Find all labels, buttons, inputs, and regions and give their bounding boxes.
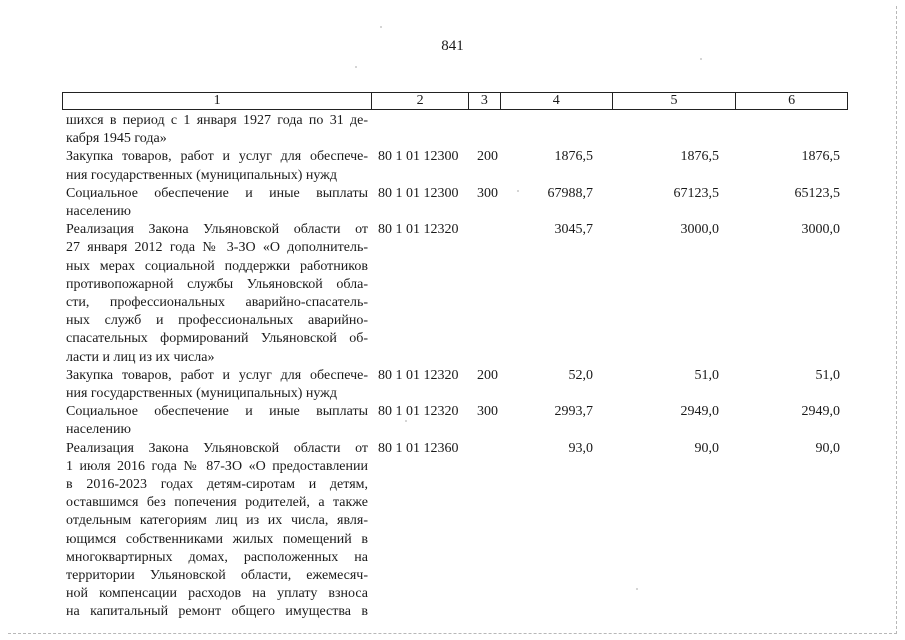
header-col-3: 3 <box>469 93 501 109</box>
table-header-row <box>62 92 848 110</box>
row-value-col5: 3000,0 <box>680 222 719 238</box>
row-expense-type: 200 <box>477 367 498 383</box>
description-line: ния государственных (муниципальных) нужд <box>66 167 337 183</box>
description-line: отдельным категориям лиц из их числа, явля- <box>66 513 368 529</box>
page-edge-right <box>896 6 897 634</box>
description-line: Закупка товаров, работ и услуг для обеспече- <box>66 367 368 383</box>
scan-speck <box>517 190 519 192</box>
header-col-6: 6 <box>788 93 796 108</box>
row-description <box>66 221 372 367</box>
description-line: населению <box>66 204 131 220</box>
table-row <box>66 367 848 403</box>
description-line: населению <box>66 422 131 438</box>
row-code: 80 1 01 12320 <box>378 404 459 420</box>
table-row <box>66 221 848 367</box>
row-description <box>66 440 372 622</box>
row-value-col4: 1876,5 <box>554 149 593 165</box>
scan-speck <box>700 58 702 60</box>
description-line: ных мерах социальной поддержки работников <box>66 258 368 274</box>
row-description <box>66 112 372 148</box>
row-expense-type: 300 <box>477 404 498 420</box>
description-line: ной компенсации расходов на уплату взноса <box>66 586 368 602</box>
description-line: ющимся собственниками жилых помещений в <box>66 531 368 547</box>
header-col-1: 1 <box>63 93 372 109</box>
row-code: 80 1 01 12300 <box>378 185 459 201</box>
table-row <box>66 403 848 439</box>
row-value-col6: 90,0 <box>815 440 840 456</box>
row-value-col5: 2949,0 <box>680 404 719 420</box>
row-value-col4: 2993,7 <box>554 404 593 420</box>
row-value-col5: 51,0 <box>694 367 719 383</box>
description-line: шихся в период с 1 января 1927 года по 31 де- <box>66 113 368 128</box>
row-description <box>66 185 372 221</box>
page-edge-bottom <box>8 633 897 634</box>
description-line: Социальное обеспечение и иные выплаты <box>66 404 368 420</box>
row-value-col6: 1876,5 <box>801 149 840 165</box>
row-description <box>66 148 372 184</box>
description-line: Реализация Закона Ульяновской области от <box>66 222 368 238</box>
description-line: ласти и лиц из их числа» <box>66 349 215 365</box>
scan-speck <box>355 66 357 68</box>
description-line: ния государственных (муниципальных) нужд <box>66 386 337 402</box>
row-code: 80 1 01 12360 <box>378 440 459 456</box>
row-value-col4: 67988,7 <box>547 185 593 201</box>
description-line: кабря 1945 года» <box>66 131 167 147</box>
row-value-col6: 51,0 <box>815 367 840 383</box>
row-value-col4: 52,0 <box>568 367 593 383</box>
description-line: территории Ульяновской области, ежемесяч- <box>66 568 368 584</box>
table-row <box>66 148 848 184</box>
description-line: спасательных формирований Ульяновской об- <box>66 331 368 347</box>
table-row <box>66 185 848 221</box>
scan-speck <box>380 26 382 28</box>
description-line: 27 января 2012 года № 3-ЗО «О дополнитель- <box>66 240 368 256</box>
table-row <box>66 440 848 622</box>
description-line: Реализация Закона Ульяновской области от <box>66 440 368 456</box>
row-value-col6: 3000,0 <box>801 222 840 238</box>
description-line: противопожарной службы Ульяновской обла- <box>66 276 368 292</box>
row-value-col4: 3045,7 <box>554 222 593 238</box>
row-value-col6: 65123,5 <box>794 185 840 201</box>
description-line: на капитальный ремонт общего имущества в <box>66 604 368 620</box>
row-code: 80 1 01 12300 <box>378 149 459 165</box>
description-line: многоквартирных домах, расположенных на <box>66 549 368 565</box>
header-col-2: 2 <box>372 93 469 109</box>
row-description <box>66 367 372 403</box>
row-code: 80 1 01 12320 <box>378 222 459 238</box>
page-number: 841 <box>441 38 464 54</box>
row-value-col6: 2949,0 <box>801 404 840 420</box>
scan-speck <box>405 420 407 422</box>
row-value-col5: 1876,5 <box>680 149 719 165</box>
header-col-4: 4 <box>501 93 613 109</box>
row-expense-type: 200 <box>477 149 498 165</box>
description-line: сти, профессиональных аварийно-спасатель- <box>66 295 368 311</box>
description-line: Закупка товаров, работ и услуг для обеспече- <box>66 149 368 165</box>
header-col-5: 5 <box>613 93 737 109</box>
scan-speck <box>636 588 638 590</box>
row-value-col5: 90,0 <box>694 440 719 456</box>
description-line: в 2016-2023 годах детям-сиротам и детям, <box>66 477 368 493</box>
row-expense-type: 300 <box>477 185 498 201</box>
description-line: 1 июля 2016 года № 87-ЗО «О предоставлении <box>66 458 368 474</box>
row-value-col4: 93,0 <box>568 440 593 456</box>
table-body <box>66 112 848 622</box>
row-code: 80 1 01 12320 <box>378 367 459 383</box>
row-value-col5: 67123,5 <box>673 185 719 201</box>
row-description <box>66 403 372 439</box>
table-row <box>66 112 848 148</box>
description-line: оставшимся без попечения родителей, а также <box>66 495 368 511</box>
description-line: ных служб и профессиональных аварийно- <box>66 313 368 329</box>
description-line: Социальное обеспечение и иные выплаты <box>66 185 368 201</box>
